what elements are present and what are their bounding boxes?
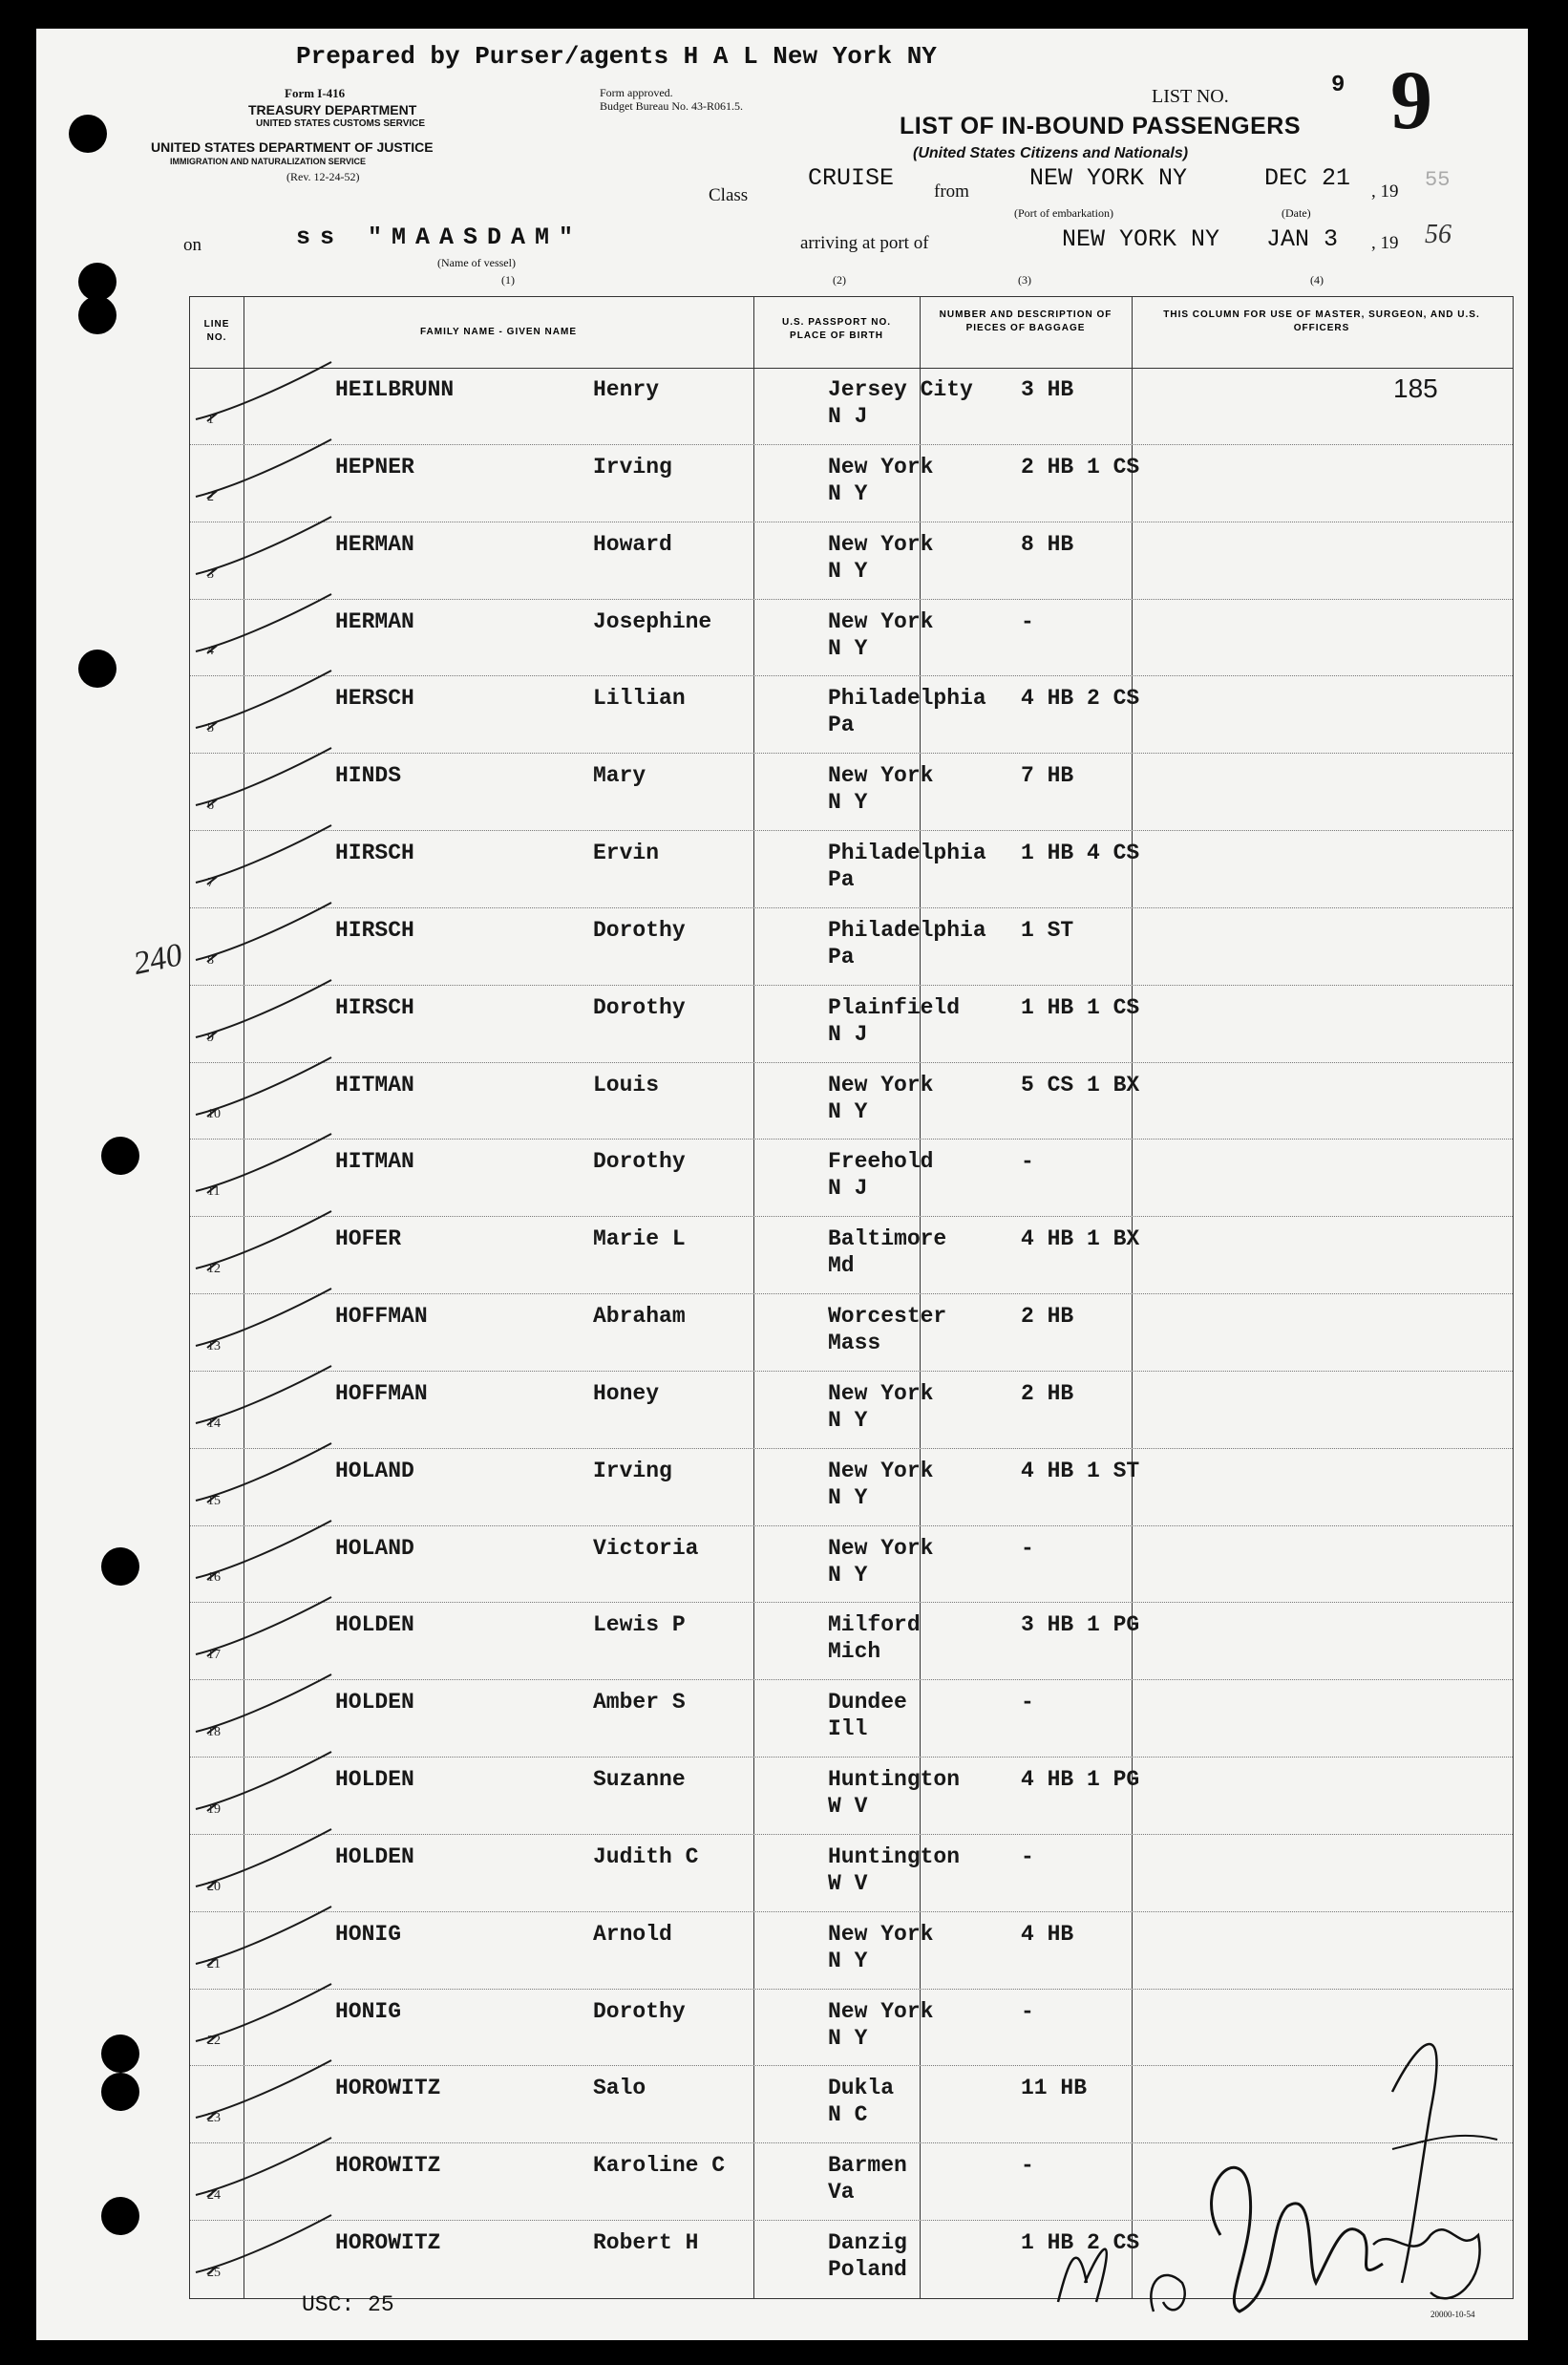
check-mark — [188, 818, 360, 904]
line-number: 12 — [207, 1262, 221, 1277]
officer-note: 185 — [1393, 373, 1438, 403]
vessel-name: ss "MAASDAM" — [296, 224, 583, 251]
punch-hole — [101, 1137, 139, 1175]
line-number: 8 — [207, 952, 214, 968]
given-name: Henry — [593, 377, 660, 402]
birth-state: N Y — [828, 2025, 868, 2051]
list-no-stamp: 9 — [1390, 54, 1432, 147]
line-number: 10 — [207, 1107, 221, 1122]
baggage: 4 HB — [1021, 1921, 1074, 1947]
given-name: Josephine — [593, 608, 712, 634]
table-row — [190, 1835, 1513, 1912]
baggage: 1 HB 1 CS — [1021, 994, 1140, 1020]
birth-state: Pa — [828, 867, 855, 893]
from-year: 55 — [1425, 168, 1451, 192]
table-row — [190, 522, 1513, 600]
family-name: HERSCH — [335, 686, 414, 712]
vessel-caption: (Name of vessel) — [437, 256, 516, 269]
date-caption: (Date) — [1282, 206, 1311, 220]
class-value: CRUISE — [808, 164, 895, 192]
birth-place: Huntington — [828, 1843, 961, 1869]
birth-place: New York — [828, 1458, 934, 1483]
punch-hole — [78, 263, 117, 301]
birth-place: New York — [828, 531, 934, 557]
birth-place: Danzig — [828, 2230, 907, 2256]
birth-state: N Y — [828, 1948, 868, 1973]
family-name: HINDS — [335, 763, 402, 789]
baggage: 8 HB — [1021, 531, 1074, 557]
line-number: 25 — [207, 2265, 221, 2280]
given-name: Karoline C — [593, 2153, 726, 2179]
birth-state: Pa — [828, 713, 855, 738]
family-name: HITMAN — [335, 1072, 414, 1097]
birth-state: N Y — [828, 480, 868, 506]
table-row — [190, 1063, 1513, 1140]
birth-state: W V — [828, 1794, 868, 1820]
given-name: Victoria — [593, 1535, 699, 1561]
family-name: HOFER — [335, 1226, 402, 1252]
line-number: 17 — [207, 1648, 221, 1663]
check-mark — [188, 1281, 360, 1367]
manifest-page — [36, 29, 1528, 2340]
baggage: 2 HB — [1021, 1304, 1074, 1330]
baggage: 11 HB — [1021, 2076, 1088, 2101]
table-row — [190, 1680, 1513, 1758]
document-title: LIST OF IN-BOUND PASSENGERS — [900, 113, 1302, 139]
given-name: Lewis P — [593, 1612, 686, 1638]
birth-place: Barmen — [828, 2153, 907, 2179]
from-port: NEW YORK NY — [1029, 164, 1188, 192]
baggage: 7 HB — [1021, 763, 1074, 789]
table-row — [190, 1294, 1513, 1372]
from-year-prefix: , 19 — [1371, 181, 1399, 202]
birth-state: Va — [828, 2180, 855, 2205]
family-name: HOLDEN — [335, 1690, 414, 1715]
given-name: Salo — [593, 2076, 646, 2101]
birth-state: Md — [828, 1253, 855, 1279]
birth-place: Freehold — [828, 1149, 934, 1175]
arrival-date: JAN 3 — [1266, 225, 1339, 253]
birth-state: N Y — [828, 1098, 868, 1124]
line-number: 16 — [207, 1570, 221, 1586]
line-number: 21 — [207, 1956, 221, 1971]
line-number: 15 — [207, 1493, 221, 1508]
check-mark — [188, 2207, 360, 2293]
birth-place: New York — [828, 454, 934, 479]
birth-state: N Y — [828, 558, 868, 584]
birth-place: Philadelphia — [828, 917, 986, 943]
table-row — [190, 1217, 1513, 1294]
birth-state: W V — [828, 1870, 868, 1896]
given-name: Robert H — [593, 2230, 699, 2256]
punch-hole — [101, 2035, 139, 2073]
line-number: 19 — [207, 1801, 221, 1817]
birth-place: New York — [828, 1380, 934, 1406]
table-row — [190, 600, 1513, 677]
table-row — [190, 1526, 1513, 1604]
check-mark — [188, 1667, 360, 1753]
from-date: DEC 21 — [1264, 164, 1351, 192]
revision-label: (Rev. 12-24-52) — [286, 170, 360, 183]
check-mark — [188, 1436, 360, 1522]
given-name: Suzanne — [593, 1767, 686, 1793]
header-baggage: NUMBER AND DESCRIPTION OF PIECES OF BAGGAGE — [939, 309, 1112, 333]
col-number-1: (1) — [501, 273, 515, 287]
form-approved: Form approved. — [600, 86, 673, 99]
table-row — [190, 1140, 1513, 1217]
justice-label: UNITED STATES DEPARTMENT OF JUSTICE — [151, 139, 434, 155]
family-name: HIRSCH — [335, 994, 414, 1020]
family-name: HIRSCH — [335, 917, 414, 943]
header-officers: THIS COLUMN FOR USE OF MASTER, SURGEON, AND U.S. OFFICERS — [1163, 309, 1480, 333]
given-name: Dorothy — [593, 1149, 686, 1175]
baggage: 5 CS 1 BX — [1021, 1072, 1140, 1097]
table-row — [190, 368, 1513, 445]
birth-state: Pa — [828, 944, 855, 969]
table-row — [190, 831, 1513, 908]
header-line-no: LINE NO. — [203, 319, 230, 343]
family-name: HERMAN — [335, 608, 414, 634]
line-number: 20 — [207, 1879, 221, 1894]
check-mark — [188, 663, 360, 749]
given-name: Amber S — [593, 1690, 686, 1715]
punch-hole — [101, 2197, 139, 2235]
birth-state: N Y — [828, 1562, 868, 1587]
birth-place: New York — [828, 1998, 934, 2024]
family-name: HEPNER — [335, 454, 414, 479]
document-subtitle: (United States Citizens and Nationals) — [913, 145, 1189, 161]
birth-place: Huntington — [828, 1767, 961, 1793]
check-mark — [188, 2053, 360, 2139]
baggage: 1 ST — [1021, 917, 1074, 943]
margin-note: 240 — [130, 937, 186, 982]
family-name: HERMAN — [335, 531, 414, 557]
prepared-by: Prepared by Purser/agents H A L New York NY — [296, 42, 937, 71]
line-number: 7 — [207, 875, 214, 890]
check-mark — [188, 354, 360, 440]
birth-place: Philadelphia — [828, 686, 986, 712]
birth-place: New York — [828, 1921, 934, 1947]
arrival-year: 56 — [1425, 220, 1451, 249]
baggage: 1 HB 4 CS — [1021, 841, 1140, 866]
given-name: Dorothy — [593, 917, 686, 943]
birth-state: Mich — [828, 1639, 881, 1665]
check-mark — [188, 2130, 360, 2216]
customs-label: UNITED STATES CUSTOMS SERVICE — [256, 118, 426, 129]
punch-hole — [101, 1547, 139, 1586]
given-name: Lillian — [593, 686, 686, 712]
birth-state: N J — [828, 404, 868, 429]
line-number: 5 — [207, 721, 214, 736]
header-passport: U.S. PASSPORT NO. PLACE OF BIRTH — [781, 317, 892, 341]
col-number-4: (4) — [1310, 273, 1324, 287]
birth-place: New York — [828, 1072, 934, 1097]
birth-state: Poland — [828, 2257, 907, 2283]
baggage: 2 HB — [1021, 1380, 1074, 1406]
given-name: Arnold — [593, 1921, 672, 1947]
table-row — [190, 1912, 1513, 1990]
budget-bureau: Budget Bureau No. 43-R061.5. — [600, 99, 743, 113]
punch-hole — [101, 2073, 139, 2111]
check-mark — [188, 1358, 360, 1444]
birth-state: N J — [828, 1176, 868, 1202]
birth-place: Dundee — [828, 1690, 907, 1715]
line-number: 23 — [207, 2111, 221, 2126]
line-number: 9 — [207, 1030, 214, 1045]
officer-signature — [1029, 1996, 1507, 2331]
baggage: - — [1021, 1998, 1034, 2024]
check-mark — [188, 1050, 360, 1136]
birth-place: Dukla — [828, 2076, 895, 2101]
check-mark — [188, 1899, 360, 1985]
check-mark — [188, 1744, 360, 1830]
line-number: 13 — [207, 1338, 221, 1353]
family-name: HOROWITZ — [335, 2076, 441, 2101]
punch-hole — [78, 650, 117, 688]
table-row — [190, 676, 1513, 754]
arrival-port: NEW YORK NY — [1062, 225, 1220, 253]
treasury-label: TREASURY DEPARTMENT — [248, 102, 417, 117]
port-embarkation-caption: (Port of embarkation) — [1014, 206, 1113, 220]
given-name: Judith C — [593, 1843, 699, 1869]
check-mark — [188, 432, 360, 518]
check-mark — [188, 972, 360, 1058]
list-no-typed: 9 — [1331, 73, 1346, 98]
baggage: 4 HB 1 PG — [1021, 1767, 1140, 1793]
family-name: HOLDEN — [335, 1767, 414, 1793]
line-number: 11 — [207, 1184, 221, 1200]
from-label: from — [934, 181, 969, 202]
punch-hole — [78, 296, 117, 334]
table-row — [190, 1758, 1513, 1835]
line-number: 3 — [207, 566, 214, 582]
family-name: HOLAND — [335, 1458, 414, 1483]
birth-place: Worcester — [828, 1304, 947, 1330]
line-number: 1 — [207, 412, 214, 427]
baggage: - — [1021, 1690, 1034, 1715]
col-number-2: (2) — [833, 273, 846, 287]
arriving-label: arriving at port of — [800, 233, 929, 253]
check-mark — [188, 1589, 360, 1675]
family-name: HOROWITZ — [335, 2230, 441, 2256]
birth-place: Milford — [828, 1612, 921, 1638]
birth-state: N Y — [828, 635, 868, 661]
baggage: 4 HB 1 ST — [1021, 1458, 1140, 1483]
given-name: Irving — [593, 454, 672, 479]
punch-hole — [69, 115, 107, 153]
baggage: 3 HB 1 PG — [1021, 1612, 1140, 1638]
family-name: HIRSCH — [335, 841, 414, 866]
birth-state: N C — [828, 2102, 868, 2128]
family-name: HOLAND — [335, 1535, 414, 1561]
given-name: Mary — [593, 763, 646, 789]
check-mark — [188, 1204, 360, 1289]
family-name: HITMAN — [335, 1149, 414, 1175]
line-number: 4 — [207, 644, 214, 659]
header-name: FAMILY NAME - GIVEN NAME — [419, 327, 577, 337]
family-name: HONIG — [335, 1921, 402, 1947]
check-mark — [188, 1126, 360, 1212]
baggage: 3 HB — [1021, 377, 1074, 402]
baggage: 4 HB 2 CS — [1021, 686, 1140, 712]
birth-place: Philadelphia — [828, 841, 986, 866]
birth-state: N J — [828, 1021, 868, 1047]
given-name: Abraham — [593, 1304, 686, 1330]
table-row — [190, 1372, 1513, 1449]
line-number: 14 — [207, 1416, 221, 1431]
list-no-label: LIST NO. — [1152, 86, 1229, 107]
on-label: on — [183, 235, 201, 255]
line-number: 6 — [207, 799, 214, 814]
baggage: - — [1021, 608, 1034, 634]
birth-place: Jersey City — [828, 377, 973, 402]
check-mark — [188, 1822, 360, 1907]
birth-state: Mass — [828, 1331, 881, 1356]
table-row — [190, 1449, 1513, 1526]
family-name: HOLDEN — [335, 1843, 414, 1869]
birth-state: N Y — [828, 1484, 868, 1510]
given-name: Ervin — [593, 841, 660, 866]
birth-place: Plainfield — [828, 994, 961, 1020]
given-name: Louis — [593, 1072, 660, 1097]
usc-count: USC: 25 — [302, 2292, 394, 2317]
line-number: 2 — [207, 489, 214, 504]
line-number: 18 — [207, 1725, 221, 1740]
table-row — [190, 1603, 1513, 1680]
given-name: Marie L — [593, 1226, 686, 1252]
birth-place: New York — [828, 1535, 934, 1561]
given-name: Howard — [593, 531, 672, 557]
baggage: 1 HB 2 CS — [1021, 2230, 1140, 2256]
family-name: HOFFMAN — [335, 1304, 428, 1330]
check-mark — [188, 586, 360, 672]
check-mark — [188, 895, 360, 981]
print-code: 20000-10-54 — [1430, 2310, 1475, 2319]
baggage: 4 HB 1 BX — [1021, 1226, 1140, 1252]
birth-place: New York — [828, 608, 934, 634]
class-label: Class — [709, 185, 749, 205]
table-row — [190, 986, 1513, 1063]
given-name: Honey — [593, 1380, 660, 1406]
birth-state: N Y — [828, 790, 868, 816]
table-row — [190, 908, 1513, 986]
line-number: 24 — [207, 2188, 221, 2204]
check-mark — [188, 1513, 360, 1599]
given-name: Dorothy — [593, 994, 686, 1020]
given-name: Dorothy — [593, 1998, 686, 2024]
family-name: HOFFMAN — [335, 1380, 428, 1406]
arrival-year-prefix: , 19 — [1371, 233, 1399, 253]
family-name: HONIG — [335, 1998, 402, 2024]
baggage: - — [1021, 2153, 1034, 2179]
family-name: HOROWITZ — [335, 2153, 441, 2179]
check-mark — [188, 509, 360, 595]
given-name: Irving — [593, 1458, 672, 1483]
birth-place: Baltimore — [828, 1226, 947, 1252]
birth-state: Ill — [828, 1716, 868, 1742]
family-name: HOLDEN — [335, 1612, 414, 1638]
form-number: Form I-416 — [285, 86, 346, 100]
immigration-label: IMMIGRATION AND NATURALIZATION SERVICE — [170, 157, 366, 166]
line-number: 22 — [207, 2034, 221, 2049]
birth-place: New York — [828, 763, 934, 789]
table-row — [190, 445, 1513, 522]
baggage: 2 HB 1 CS — [1021, 454, 1140, 479]
birth-state: N Y — [828, 1407, 868, 1433]
table-row — [190, 754, 1513, 831]
baggage: - — [1021, 1843, 1034, 1869]
baggage: - — [1021, 1149, 1034, 1175]
family-name: HEILBRUNN — [335, 377, 455, 402]
baggage: - — [1021, 1535, 1034, 1561]
check-mark — [188, 740, 360, 826]
check-mark — [188, 1976, 360, 2062]
col-number-3: (3) — [1018, 273, 1031, 287]
